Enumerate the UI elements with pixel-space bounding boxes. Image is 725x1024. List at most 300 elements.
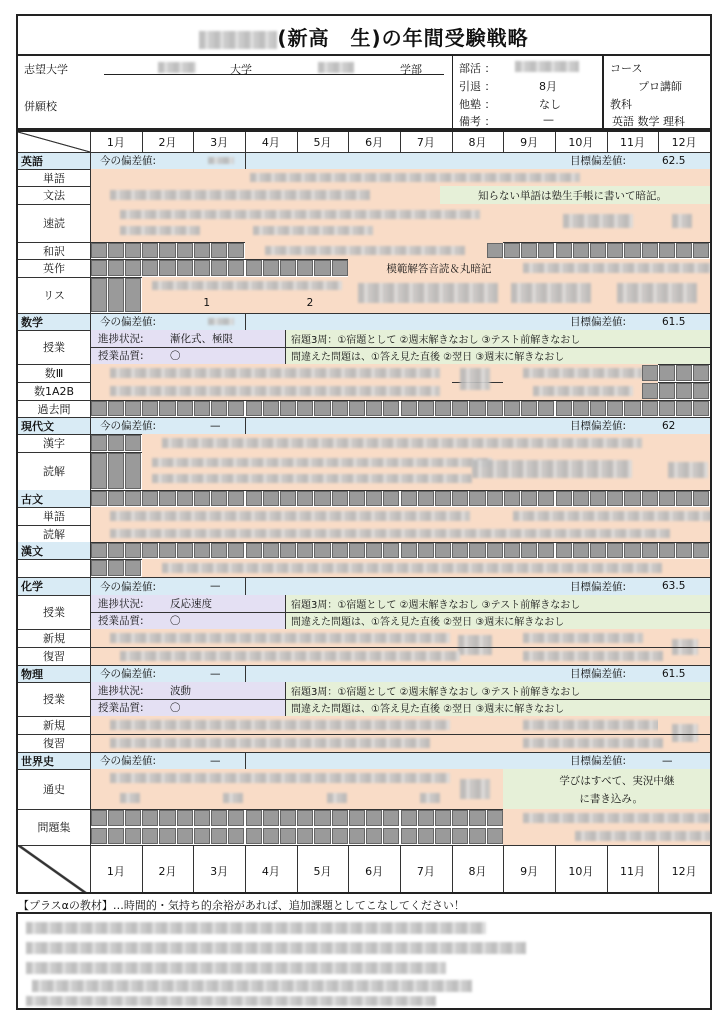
week-square xyxy=(228,401,244,416)
week-square xyxy=(659,543,675,558)
month-divider xyxy=(607,132,608,152)
week-square xyxy=(487,810,503,826)
divider xyxy=(607,417,608,434)
heigan-label: 併願校 xyxy=(24,100,57,113)
week-square xyxy=(452,401,468,416)
redacted-text xyxy=(110,368,440,378)
english-writing-note: 模範解答音読＆丸暗記 xyxy=(386,262,492,275)
redacted-text xyxy=(420,793,440,803)
week-square xyxy=(297,401,313,416)
divider xyxy=(245,152,246,169)
week-square xyxy=(228,260,244,276)
english-row-2: 速読 xyxy=(43,217,65,230)
week-square xyxy=(91,810,107,826)
redacted-text xyxy=(358,283,498,303)
redacted-text xyxy=(533,386,633,396)
redacted-text xyxy=(472,460,632,478)
week-square xyxy=(538,401,554,416)
week-square xyxy=(366,828,382,844)
week-square xyxy=(469,828,485,844)
week-square xyxy=(91,543,107,558)
week-square xyxy=(314,810,330,826)
redacted-text xyxy=(120,793,140,803)
week-square xyxy=(349,828,365,844)
week-square xyxy=(228,491,244,506)
week-square xyxy=(246,543,262,558)
week-square xyxy=(332,810,348,826)
week-square xyxy=(556,491,572,506)
row-divider xyxy=(18,417,710,418)
week-square xyxy=(91,435,107,451)
month-divider xyxy=(193,132,194,152)
math-current-label: 今の偏差値: xyxy=(100,316,157,328)
modern-row-1: 読解 xyxy=(43,465,65,478)
week-square xyxy=(401,810,417,826)
week-square xyxy=(435,401,451,416)
redacted-text xyxy=(460,779,490,799)
week-square xyxy=(125,828,141,844)
week-square xyxy=(194,401,210,416)
redacted-text xyxy=(110,738,430,748)
english-target-label: 目標偏差値: xyxy=(570,155,627,167)
week-square xyxy=(383,401,399,416)
week-square xyxy=(108,560,124,576)
chem-quality-value: 〇 xyxy=(170,615,181,627)
month-divider xyxy=(555,132,556,152)
week-square xyxy=(538,543,554,558)
week-square xyxy=(297,491,313,506)
chem-target-label: 目標偏差値: xyxy=(570,580,627,593)
english-subject-label: 英語 xyxy=(18,152,90,169)
corner-diagonal xyxy=(18,845,90,894)
week-square xyxy=(194,543,210,558)
physics-class-label: 授業 xyxy=(43,693,65,706)
redacted-text xyxy=(110,386,440,396)
month-header-5: 5月 xyxy=(313,864,332,878)
week-square xyxy=(676,491,692,506)
week-square xyxy=(332,491,348,506)
divider xyxy=(285,595,286,629)
week-square xyxy=(297,828,313,844)
chem-current-value: — xyxy=(210,580,221,592)
week-square xyxy=(521,491,537,506)
week-square xyxy=(624,543,640,558)
week-square xyxy=(349,401,365,416)
week-square xyxy=(642,401,658,416)
week-square xyxy=(418,810,434,826)
week-square xyxy=(108,828,124,844)
week-square xyxy=(159,810,175,826)
kobun-row-0: 単語 xyxy=(43,510,65,523)
math-quality-label: 授業品質: xyxy=(98,350,144,362)
week-square xyxy=(211,810,227,826)
world-target-label: 目標偏差値: xyxy=(570,755,627,767)
week-square xyxy=(435,828,451,844)
week-square xyxy=(573,543,589,558)
week-square xyxy=(211,491,227,506)
week-square xyxy=(624,243,640,258)
week-square xyxy=(607,401,623,416)
month-header-6: 6月 xyxy=(365,136,384,149)
row-divider xyxy=(18,577,710,578)
week-square xyxy=(693,365,709,381)
modern-subject-label: 現代文 xyxy=(18,417,90,434)
month-header-3: 3月 xyxy=(210,864,229,878)
redacted-text xyxy=(327,793,347,803)
month-header-2: 2月 xyxy=(158,864,177,878)
week-square xyxy=(194,810,210,826)
week-square xyxy=(452,543,468,558)
week-square xyxy=(538,491,554,506)
week-square xyxy=(228,543,244,558)
course-cell: コース プロ講師 教科 英語 数学 理科 xyxy=(602,56,712,128)
week-square xyxy=(693,243,709,258)
week-square xyxy=(194,260,210,276)
redacted-text xyxy=(523,368,643,378)
week-square xyxy=(366,810,382,826)
row-divider xyxy=(18,152,710,153)
month-divider xyxy=(658,845,659,894)
month-divider xyxy=(297,132,298,152)
week-square xyxy=(624,401,640,416)
redacted-text xyxy=(523,633,643,643)
math-progress-value: 漸化式、極限 xyxy=(170,333,233,345)
week-square xyxy=(642,491,658,506)
week-square xyxy=(280,828,296,844)
physics-target-label: 目標偏差値: xyxy=(570,668,627,680)
week-square xyxy=(297,543,313,558)
month-divider xyxy=(142,132,143,152)
week-square xyxy=(487,243,503,258)
week-square xyxy=(590,243,606,258)
redacted-text xyxy=(120,210,480,219)
week-square xyxy=(487,828,503,844)
week-square xyxy=(177,828,193,844)
month-header-8: 8月 xyxy=(468,136,487,149)
week-square xyxy=(418,543,434,558)
month-divider xyxy=(348,132,349,152)
divider xyxy=(245,417,246,434)
month-divider xyxy=(658,132,659,152)
chem-progress-value: 反応速度 xyxy=(170,598,212,610)
redacted-text xyxy=(460,368,490,390)
week-square xyxy=(108,435,124,451)
week-square xyxy=(125,278,141,312)
week-square xyxy=(504,543,520,558)
week-square xyxy=(194,828,210,844)
week-square xyxy=(280,401,296,416)
week-square xyxy=(676,383,692,399)
chem-target-value: 63.5 xyxy=(662,580,686,592)
divider xyxy=(285,682,286,716)
chem-current-label: 今の偏差値: xyxy=(100,580,157,593)
week-square xyxy=(693,491,709,506)
divider xyxy=(607,665,608,682)
week-square xyxy=(332,260,348,276)
week-square xyxy=(383,828,399,844)
week-square xyxy=(607,243,623,258)
week-square xyxy=(314,828,330,844)
world-note-2: に書き込み。 xyxy=(579,792,643,805)
week-square xyxy=(504,491,520,506)
week-square xyxy=(332,401,348,416)
week-square xyxy=(435,491,451,506)
redacted-text xyxy=(513,511,712,521)
kobun-row-1: 読解 xyxy=(43,527,65,541)
week-square xyxy=(177,491,193,506)
week-square xyxy=(314,260,330,276)
week-square xyxy=(159,828,175,844)
physics-current-value: — xyxy=(210,667,221,680)
month-header-11: 11月 xyxy=(619,136,645,149)
redacted-text xyxy=(523,263,712,273)
math-quality-value: 〇 xyxy=(170,350,181,362)
week-square xyxy=(280,491,296,506)
redacted-text xyxy=(152,281,342,290)
week-square xyxy=(487,491,503,506)
week-square xyxy=(108,260,124,276)
physics-row-0: 新規 xyxy=(43,719,65,732)
course-value: プロ講師 xyxy=(638,80,682,93)
week-square xyxy=(607,491,623,506)
week-square xyxy=(642,243,658,258)
divider xyxy=(607,752,608,769)
row-divider xyxy=(18,665,710,666)
week-square xyxy=(521,401,537,416)
week-square xyxy=(659,491,675,506)
week-square xyxy=(142,491,158,506)
redacted-text xyxy=(110,773,450,783)
month-header-5: 5月 xyxy=(313,136,332,149)
week-square xyxy=(349,543,365,558)
month-header-1: 1月 xyxy=(106,864,125,878)
week-square xyxy=(504,243,520,258)
redacted-text xyxy=(208,318,234,325)
week-square xyxy=(642,543,658,558)
english-row-5: リス xyxy=(43,289,65,302)
week-square xyxy=(108,453,124,489)
week-square xyxy=(521,243,537,258)
shibou-label: 志望大学 xyxy=(24,63,68,76)
week-square xyxy=(383,810,399,826)
week-square xyxy=(125,453,141,489)
week-square xyxy=(383,543,399,558)
daigaku-label: 大学 xyxy=(230,63,252,76)
week-square xyxy=(125,491,141,506)
month-header-7: 7月 xyxy=(416,136,435,149)
week-square xyxy=(297,260,313,276)
week-square xyxy=(159,260,175,276)
week-square xyxy=(211,543,227,558)
math-method-2: 間違えた問題は、①答え見た直後 ②翌日 ③週末に解きなおし xyxy=(291,352,565,363)
modern-current-value: — xyxy=(210,419,221,432)
month-header-7: 7月 xyxy=(416,864,435,878)
divider xyxy=(245,665,246,682)
month-header-1: 1月 xyxy=(106,136,125,149)
week-square xyxy=(125,810,141,826)
week-square xyxy=(418,491,434,506)
week-square xyxy=(332,828,348,844)
week-square xyxy=(142,260,158,276)
redacted-text xyxy=(523,651,663,661)
week-square xyxy=(91,491,107,506)
redacted-text xyxy=(162,563,662,573)
week-square xyxy=(91,560,107,576)
week-square xyxy=(263,543,279,558)
month-header-10: 10月 xyxy=(568,136,594,149)
week-square xyxy=(401,491,417,506)
week-square xyxy=(469,543,485,558)
corner-diagonal xyxy=(18,132,90,152)
week-square xyxy=(125,543,141,558)
week-square xyxy=(573,243,589,258)
intai-value: 8月 xyxy=(539,80,557,93)
kobun-subject-label: 古文 xyxy=(18,490,90,507)
week-square xyxy=(194,243,210,258)
week-square xyxy=(91,401,107,416)
month-divider xyxy=(193,845,194,894)
week-square xyxy=(435,543,451,558)
week-square xyxy=(246,810,262,826)
week-square xyxy=(349,810,365,826)
week-square xyxy=(314,491,330,506)
week-square xyxy=(280,543,296,558)
math-row-0: 数Ⅲ xyxy=(44,367,64,380)
redacted-text xyxy=(265,246,465,255)
week-square xyxy=(366,491,382,506)
month-header-9: 9月 xyxy=(520,136,539,149)
week-square xyxy=(177,401,193,416)
kanbun-subject-label: 漢文 xyxy=(18,542,90,559)
month-header-12: 12月 xyxy=(671,864,697,878)
redacted-text xyxy=(672,724,698,742)
redacted-text xyxy=(110,720,450,730)
world-note-1: 学びはすべて、実況中継 xyxy=(559,774,675,787)
week-square xyxy=(556,543,572,558)
week-square xyxy=(91,828,107,844)
week-square xyxy=(228,243,244,258)
month-header-11: 11月 xyxy=(619,864,645,878)
week-square xyxy=(590,401,606,416)
week-square xyxy=(521,543,537,558)
redacted-text xyxy=(110,529,670,538)
week-square xyxy=(177,260,193,276)
week-square xyxy=(91,278,107,312)
week-square xyxy=(504,401,520,416)
modern-current-label: 今の偏差値: xyxy=(100,420,157,432)
physics-quality-label: 授業品質: xyxy=(98,702,144,714)
month-divider xyxy=(503,845,504,894)
week-square xyxy=(693,383,709,399)
chem-row-1: 復習 xyxy=(43,650,65,663)
week-square xyxy=(452,828,468,844)
month-header-6: 6月 xyxy=(365,864,384,878)
month-divider xyxy=(452,132,453,152)
english-row-4: 英作 xyxy=(43,262,65,275)
redacted-text xyxy=(110,190,370,200)
week-square xyxy=(573,491,589,506)
week-square xyxy=(349,491,365,506)
week-square xyxy=(159,491,175,506)
week-square xyxy=(401,543,417,558)
world-row-1: 問題集 xyxy=(37,821,71,834)
math-target-label: 目標偏差値: xyxy=(570,316,627,328)
math-class-label: 授業 xyxy=(43,341,65,354)
week-square xyxy=(142,243,158,258)
redacted-text xyxy=(120,226,200,235)
week-square xyxy=(676,543,692,558)
gakubu-label: 学部 xyxy=(400,63,422,76)
physics-method-1: 宿題3周：①宿題として ②週末解きなおし ③テスト前解きなおし xyxy=(291,687,581,698)
week-square xyxy=(676,243,692,258)
english-grammar-note: 知らない単語は塾生手帳に書いて暗記。 xyxy=(478,189,667,202)
divider xyxy=(245,577,246,595)
redacted-text xyxy=(511,283,591,303)
month-divider xyxy=(400,845,401,894)
week-square xyxy=(177,810,193,826)
row-divider xyxy=(18,313,710,314)
physics-current-label: 今の偏差値: xyxy=(100,668,157,680)
divider xyxy=(607,152,608,169)
english-target-value: 62.5 xyxy=(662,154,686,167)
divider xyxy=(245,313,246,330)
week-square xyxy=(263,828,279,844)
month-divider xyxy=(452,845,453,894)
math-progress-label: 進捗状況: xyxy=(98,333,144,345)
week-square xyxy=(108,810,124,826)
month-divider xyxy=(245,845,246,894)
week-square xyxy=(366,401,382,416)
week-square xyxy=(314,401,330,416)
week-square xyxy=(676,365,692,381)
week-square xyxy=(624,491,640,506)
divider xyxy=(607,313,608,330)
physics-quality-value: 〇 xyxy=(170,702,181,714)
week-square xyxy=(297,810,313,826)
week-square xyxy=(280,260,296,276)
week-square xyxy=(125,401,141,416)
week-square xyxy=(556,401,572,416)
week-square xyxy=(211,828,227,844)
info-block xyxy=(16,56,712,130)
title-box xyxy=(16,14,712,56)
row-divider xyxy=(18,734,710,735)
week-square xyxy=(108,401,124,416)
modern-target-label: 目標偏差値: xyxy=(570,420,627,432)
week-square xyxy=(401,401,417,416)
week-square xyxy=(142,828,158,844)
redacted-text xyxy=(223,793,243,803)
week-square xyxy=(159,243,175,258)
plan-block xyxy=(90,789,452,809)
week-square xyxy=(573,401,589,416)
month-divider xyxy=(607,845,608,894)
week-square xyxy=(142,543,158,558)
divider xyxy=(245,752,246,769)
week-square xyxy=(211,401,227,416)
english-row-0: 単語 xyxy=(43,171,65,185)
week-square xyxy=(211,243,227,258)
week-square xyxy=(538,243,554,258)
physics-row-1: 復習 xyxy=(43,737,65,750)
chem-subject-label: 化学 xyxy=(18,577,90,595)
plus-title: 【プラスαの教材】…時間的・気持ち的余裕があれば、追加課題としてこなしてください！ xyxy=(18,899,465,912)
week-square xyxy=(487,543,503,558)
week-square xyxy=(676,401,692,416)
week-square xyxy=(642,383,658,399)
week-square xyxy=(693,401,709,416)
divider xyxy=(285,330,286,364)
